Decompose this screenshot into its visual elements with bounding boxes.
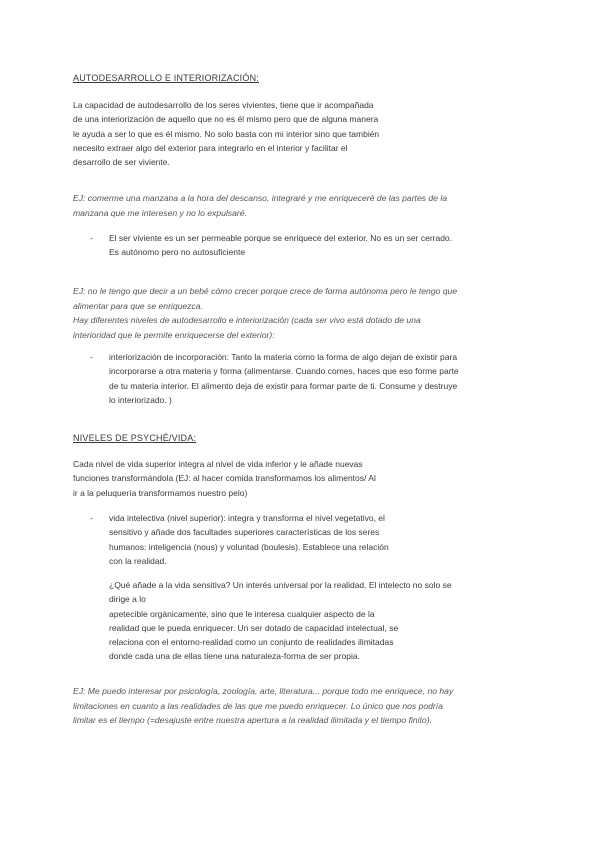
niveles-intro-paragraph [73, 457, 376, 500]
bullet-marker: - [90, 233, 93, 243]
niveles-line: funciones transformándola (EJ: al hacer comida transformamos los alimentos/ Al [73, 473, 376, 484]
bullet-line: El ser viviente es un ser permeable porque se enriquece del exterior. No es un ser cerrado. [109, 233, 453, 243]
example-manzana [73, 191, 447, 220]
bullet-marker: - [90, 352, 93, 362]
followup-line: realidad que le pueda enriquecer. Un ser dotado de capacidad intelectual, se [109, 622, 399, 633]
example-intereses [73, 684, 453, 728]
bullet-line: sensitivo y añade dos facultades superiores características de los seres [109, 527, 380, 538]
niveles-line: Cada nivel de vida superior integra al nivel de vida inferior y le añade nuevas [73, 459, 363, 469]
example-line: EJ: Me puedo interesar por psicología, zoología, arte, literatura... porque todo me enriquece, no hay [73, 686, 454, 696]
bullet-line: humanos: inteligencia (nous) y voluntad (boulesis). Establece una relación [109, 541, 389, 552]
bullet-line: interiorización de incorporación: Tanto la materia como la forma de algo dejan de existir para [109, 352, 458, 362]
section-title-autodesarrollo: AUTODESARROLLO E INTERIORIZACIÓN: [73, 73, 259, 83]
intro-paragraph [73, 98, 379, 169]
example-line: interioridad que le permite enriquecerse del exterior): [73, 329, 275, 340]
vida-sensitiva-paragraph [109, 578, 452, 664]
example-line: limitaciones en cuanto a las realidades de las que me puedo enriquecer. Lo único que nos podría [73, 700, 443, 711]
example-line: alimentar para que se enriquezca. [73, 300, 203, 311]
followup-line: apetecible orgánicamente, sino que le interesa cualquier aspecto de la [109, 608, 375, 619]
bullet-line: Es autónomo pero no autosuficiente [109, 247, 246, 258]
bullet-line: vida intelectiva (nivel superior): integra y transforma el nivel vegetativo, el [109, 513, 385, 523]
intro-line: necesito extraer algo del exterior para integrarlo en el interior y facilitar el [73, 142, 348, 153]
bullet-line: de tu materia interior. El alimento deja de existir para formar parte de ti. Consume y destruye [109, 380, 458, 391]
followup-line: ¿Qué añade a la vida sensitiva? Un interés universal por la realidad. El intelecto no solo se [109, 580, 452, 590]
example-line: manzana que me interesen y no lo expulsaré. [73, 207, 247, 218]
intro-line: La capacidad de autodesarrollo de los seres vivientes, tiene que ir acompañada [73, 100, 374, 110]
intro-line: de una interiorización de aquello que no es él mismo pero que de alguna manera [73, 114, 379, 125]
followup-line: relaciona con el entorno-realidad como un conjunto de realidades ilimitadas [109, 637, 394, 648]
bullet-marker: - [90, 513, 93, 523]
example-line: Hay diferentes niveles de autodesarrollo e interiorización (cada ser vivo está dotado de una [73, 315, 421, 326]
example-line: limitar es el tiempo (=desajuste entre nuestra apertura a la realidad ilimitada y el tiempo finito). [73, 715, 432, 726]
intro-line: le ayuda a ser lo que es él mismo. No solo basta con mi interior sino que también [73, 128, 380, 139]
followup-line: donde cada una de ellas tiene una naturaleza-forma de ser propia. [109, 651, 360, 662]
niveles-line: ir a la peluquería transformamos nuestro pelo) [73, 487, 248, 498]
example-line: EJ: no le tengo que decir a un bebé cómo crecer porque crece de forma autónoma pero le tengo que [73, 286, 458, 296]
example-bebe [73, 284, 457, 342]
followup-line: dirige a lo [109, 594, 146, 605]
bullet-line: con la realidad. [109, 555, 167, 566]
intro-line: desarrollo de ser viviente. [73, 157, 170, 168]
example-line: EJ: comerme una manzana a la hora del descanso, integraré y me enriqueceré de las partes de la [73, 193, 448, 203]
bullet-line: lo interiorizado. ) [109, 394, 172, 405]
section-title-niveles: NIVELES DE PSYCHÉ/VIDA: [73, 433, 197, 443]
bullet-line: incorporarse a otra materia y forma (alimentarse. Cuando comes, haces que eso forme parte [109, 366, 459, 377]
